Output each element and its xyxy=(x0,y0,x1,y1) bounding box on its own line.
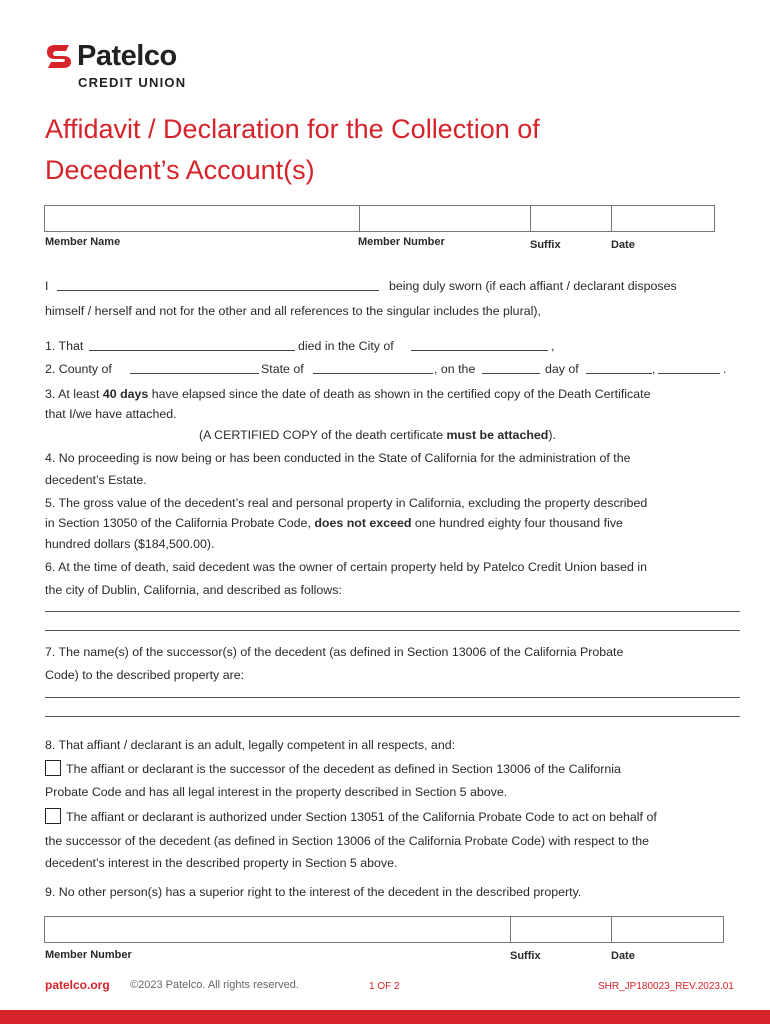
suffix-input[interactable] xyxy=(530,205,612,232)
page-title-line1: Affidavit / Declaration for the Collection of xyxy=(45,114,540,144)
bottom-suffix-input[interactable] xyxy=(510,916,612,943)
intro-sworn-text: being duly sworn (if each affiant / declarant disposes xyxy=(389,279,677,293)
member-number-label: Member Number xyxy=(358,236,445,248)
item4-line2: decedent’s Estate. xyxy=(45,473,147,487)
footer-red-bar xyxy=(0,1010,770,1024)
property-line-2[interactable] xyxy=(45,630,740,631)
item3-line1: 3. At least 40 days have elapsed since the date of death as shown in the certified copy of the Death Certificate xyxy=(45,387,651,401)
item2-on-the: , on the xyxy=(434,362,476,376)
item6-line1: 6. At the time of death, said decedent was the owner of certain property held by Patelco Credit Union based in xyxy=(45,560,647,574)
date-label: Date xyxy=(611,239,635,251)
affiant-name-blank[interactable] xyxy=(57,279,379,291)
item9-line1: 9. No other person(s) has a superior right to the interest of the decedent in the described property. xyxy=(45,885,582,899)
logo-subtitle: CREDIT UNION xyxy=(78,75,187,90)
city-blank[interactable] xyxy=(411,339,548,351)
item7-line1: 7. The name(s) of the successor(s) of the decedent (as defined in Section 13006 of the California Probate xyxy=(45,645,624,659)
footer-page-number: 1 OF 2 xyxy=(369,981,400,992)
date-input[interactable] xyxy=(611,205,715,232)
bottom-member-number-label: Member Number xyxy=(45,949,132,961)
item8-opt2-line2: the successor of the decedent (as defined in Section 13006 of the California Probate Code) with respect to the xyxy=(45,834,650,848)
logo-brand-text: Patelco xyxy=(77,40,177,72)
intro-line2: himself / herself and not for the other and all references to the singular includes the plural), xyxy=(45,304,541,318)
footer-site-link[interactable]: patelco.org xyxy=(45,978,110,992)
item2-period: . xyxy=(723,362,727,376)
patelco-logo-icon xyxy=(44,42,74,70)
suffix-label: Suffix xyxy=(530,239,561,251)
member-name-label: Member Name xyxy=(45,236,121,248)
item8-opt1-line1: The affiant or declarant is the successor of the decedent as defined in Section 13006 of the California xyxy=(66,762,621,776)
successor-checkbox[interactable] xyxy=(45,760,61,776)
member-name-input[interactable] xyxy=(44,205,360,232)
item1-comma: , xyxy=(551,339,555,353)
item6-line2: the city of Dublin, California, and described as follows: xyxy=(45,583,342,597)
item1-that: 1. That xyxy=(45,339,84,353)
page-title-line2: Decedent’s Account(s) xyxy=(45,155,315,185)
item2-county: 2. County of xyxy=(45,362,112,376)
item5-line2: in Section 13050 of the California Probate Code, does not exceed one hundred eighty four thousand five xyxy=(45,516,623,530)
item8-opt1-line2: Probate Code and has all legal interest in the property described in Section 5 above. xyxy=(45,785,508,799)
member-number-input[interactable] xyxy=(359,205,531,232)
successor-line-1[interactable] xyxy=(45,697,740,698)
item3-note: (A CERTIFIED COPY of the death certificate must be attached). xyxy=(199,428,556,442)
item2-day-of: day of xyxy=(545,362,579,376)
authorized-checkbox[interactable] xyxy=(45,808,61,824)
item7-line2: Code) to the described property are: xyxy=(45,668,245,682)
day-blank[interactable] xyxy=(482,362,540,374)
property-line-1[interactable] xyxy=(45,611,740,612)
item2-comma: , xyxy=(652,362,656,376)
footer-copyright: ©2023 Patelco. All rights reserved. xyxy=(130,979,299,991)
bottom-member-number-input[interactable] xyxy=(44,916,511,943)
decedent-name-blank[interactable] xyxy=(89,339,295,351)
intro-i: I xyxy=(45,279,49,293)
month-blank[interactable] xyxy=(586,362,652,374)
bottom-date-input[interactable] xyxy=(611,916,724,943)
year-blank[interactable] xyxy=(658,362,720,374)
footer-form-code: SHR_JP180023_REV.2023.01 xyxy=(598,981,734,992)
county-blank[interactable] xyxy=(130,362,259,374)
item8-opt2-line1: The affiant or declarant is authorized under Section 13051 of the California Probate Code to act on behalf of xyxy=(66,810,657,824)
bottom-date-label: Date xyxy=(611,950,635,962)
item3-line2: that I/we have attached. xyxy=(45,407,177,421)
state-blank[interactable] xyxy=(313,362,433,374)
bottom-suffix-label: Suffix xyxy=(510,950,541,962)
item5-line3: hundred dollars ($184,500.00). xyxy=(45,537,215,551)
item5-line1: 5. The gross value of the decedent’s real and personal property in California, excluding the property described xyxy=(45,496,648,510)
item2-state: State of xyxy=(261,362,304,376)
item4-line1: 4. No proceeding is now being or has been conducted in the State of California for the administration of the xyxy=(45,451,631,465)
item8-opt2-line3: decedent’s interest in the described property in Section 5 above. xyxy=(45,856,398,870)
item8-line1: 8. That affiant / declarant is an adult, legally competent in all respects, and: xyxy=(45,738,456,752)
successor-line-2[interactable] xyxy=(45,716,740,717)
item1-died: died in the City of xyxy=(298,339,394,353)
